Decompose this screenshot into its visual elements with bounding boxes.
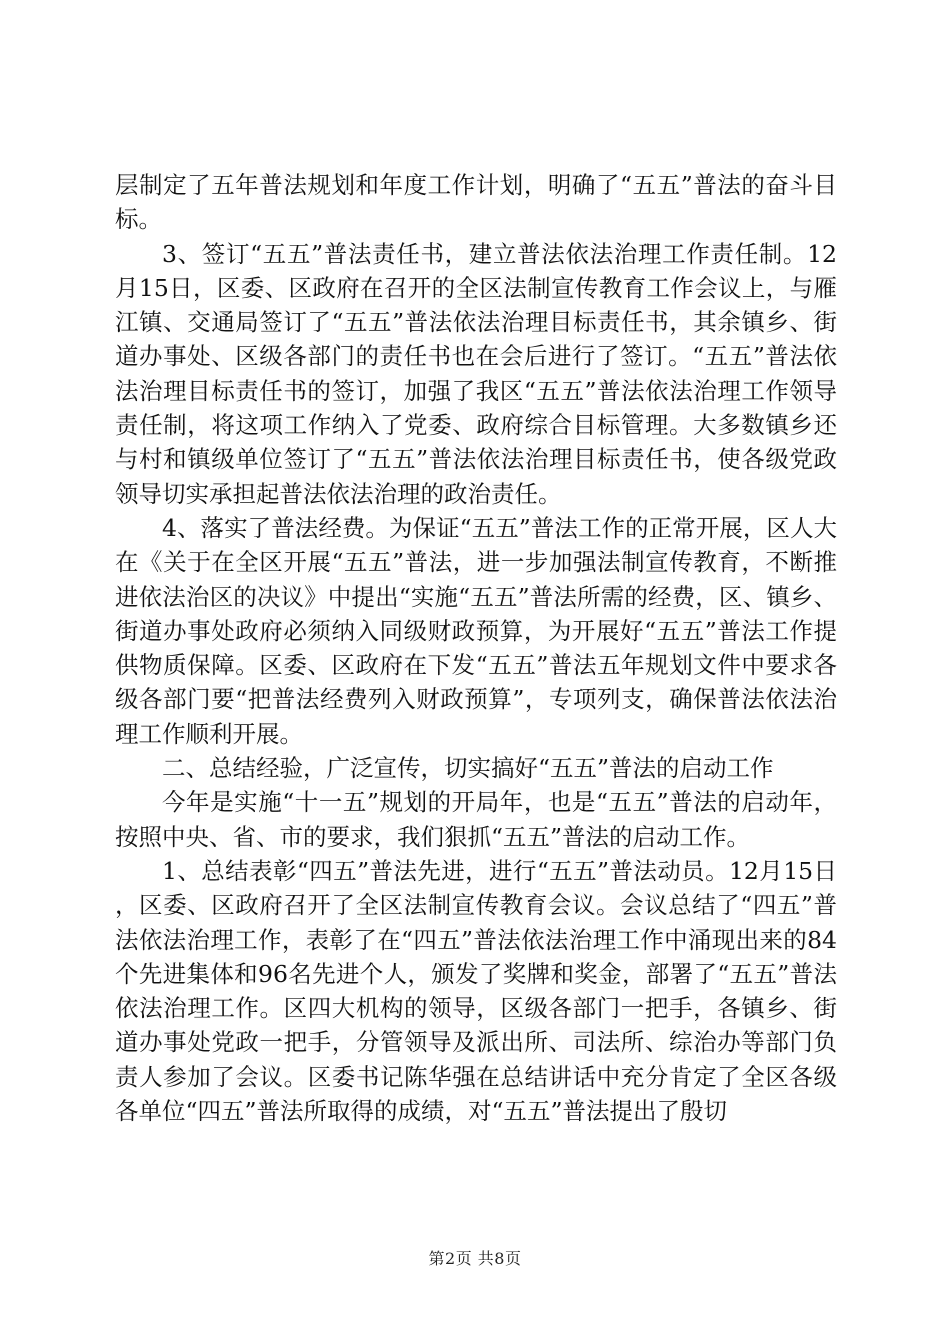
page-number-footer: 第2页 共8页 (428, 1249, 522, 1268)
paragraph: 4、落实了普法经费。为保证“五五”普法工作的正常开展，区人大在《关于在全区开展“五五”普法，进一步加强法制宣传教育，不断推进依法治区的决议》中提出“实施“五五”普法所需的经费，区、镇乡、街道办事处政府必须纳入同级财政预算，为开展好“五五”普法工作提供物质保障。区委、区政府在下发“五五”普法五年规划文件中要求各级各部门要“把普法经费列入财政预算”，专项列支，确保普法依法治理工作顺利开展。 (115, 513, 837, 748)
paragraph: 今年是实施“十一五”规划的开局年，也是“五五”普法的启动年，按照中央、省、市的要求，我们狠抓“五五”普法的启动工作。 (115, 788, 837, 851)
paragraph: 层制定了五年普法规划和年度工作计划，明确了“五五”普法的奋斗目标。 (115, 171, 837, 234)
section-heading: 二、总结经验，广泛宣传，切实搞好“五五”普法的启动工作 (162, 754, 774, 783)
paragraph: 3、签订“五五”普法责任书，建立普法依法治理工作责任制。12月15日，区委、区政府在召开的全区法制宣传教育工作会议上，与雁江镇、交通局签订了“五五”普法依法治理目标责任书，其余镇乡、街道办事处、区级各部门的责任书也在会后进行了签订。“五五”普法依法治理目标责任书的签订，加强了我区“五五”普法依法治理工作领导责任制，将这项工作纳入了党委、政府综合目标管理。大多数镇乡还与村和镇级单位签订了“五五”普法依法治理目标责任书，使各级党政领导切实承担起普法依法治理的政治责任。 (115, 239, 837, 508)
document-body (115, 168, 837, 1128)
paragraph: 1、总结表彰“四五”普法先进，进行“五五”普法动员。12月15日，区委、区政府召开了全区法制宣传教育会议。会议总结了“四五”普法依法治理工作，表彰了在“四五”普法依法治理工作中涌现出来的84个先进集体和96名先进个人，颁发了奖牌和奖金，部署了“五五”普法依法治理工作。区四大机构的领导，区级各部门一把手，各镇乡、街道办事处党政一把手，分管领导及派出所、司法所、综治办等部门负责人参加了会议。区委书记陈华强在总结讲话中充分肯定了全区各级各单位“四五”普法所取得的成绩，对“五五”普法提出了殷切 (115, 856, 837, 1126)
